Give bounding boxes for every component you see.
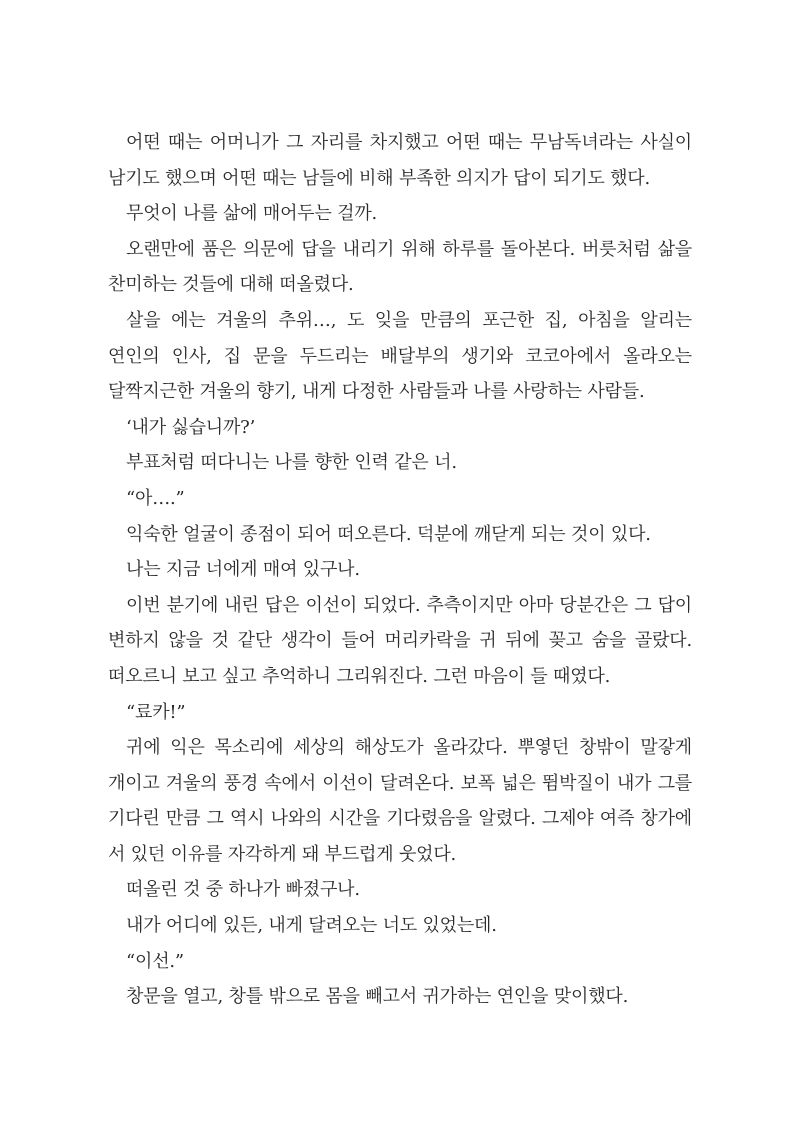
paragraph-16: 창문을 열고, 창틀 밖으로 몸을 빼고서 귀가하는 연인을 맞이했다. — [126, 986, 629, 1008]
paragraph-14: 내가 어디에 있든, 내게 달려오는 너도 있었는데. — [126, 915, 497, 937]
paragraph-12: 귀에 익은 목소리에 세상의 해상도가 올라갔다. 뿌옇던 창밖이 말갛게 개이고 겨울의 풍경 속에서 이선이 달려온다. 보폭 넓은 뜀박질이 내가 그를 기다린 만큼 그 역시 나와의 시간을 기다렸음을 알렸다. 그제야 여즉 창가에 서 있던 이유를 자각하게 돼 부드럽게 웃었다. — [108, 737, 692, 865]
body-text — [108, 125, 692, 1015]
paragraph-10: 이번 분기에 내린 답은 이선이 되었다. 추측이지만 아마 당분간은 그 답이 변하지 않을 것 같단 생각이 들어 머리카락을 귀 뒤에 꽂고 숨을 골랐다. 떠오르니 보고 싶고 추억하니 그리워진다. 그런 마음이 들 때였다. — [108, 594, 693, 687]
paragraph-5: ‘내가 싫습니까?’ — [126, 416, 256, 438]
paragraph-11: “료카!” — [126, 701, 186, 723]
paragraph-9: 나는 지금 너에게 매여 있구나. — [126, 559, 360, 581]
paragraph-3: 오랜만에 품은 의문에 답을 내리기 위해 하루를 돌아본다. 버릇처럼 삶을 찬미하는 것들에 대해 떠올렸다. — [108, 238, 692, 296]
paragraph-2: 무엇이 나를 삶에 매어두는 걸까. — [126, 203, 378, 225]
paragraph-1: 어떤 때는 어머니가 그 자리를 차지했고 어떤 때는 무남독녀라는 사실이 남기도 했으며 어떤 때는 남들에 비해 부족한 의지가 답이 되기도 했다. — [108, 132, 692, 189]
paragraph-15: “이선.” — [126, 950, 184, 972]
paragraph-6: 부표처럼 떠다니는 나를 향한 인력 같은 너. — [126, 452, 457, 474]
paragraph-13: 떠올린 것 중 하나가 빠졌구나. — [126, 879, 360, 901]
paragraph-4: 살을 에는 겨울의 추위…, 도 잊을 만큼의 포근한 집, 아침을 알리는 연인의 인사, 집 문을 두드리는 배달부의 생기와 코코아에서 올라오는 달짝지근한 겨울의 향기, 내게 다정한 사람들과 나를 사랑하는 사람들. — [108, 309, 692, 403]
paragraph-8: 익숙한 얼굴이 종점이 되어 떠오른다. 덕분에 깨닫게 되는 것이 있다. — [126, 523, 651, 545]
paragraph-7: “아….” — [126, 487, 185, 509]
